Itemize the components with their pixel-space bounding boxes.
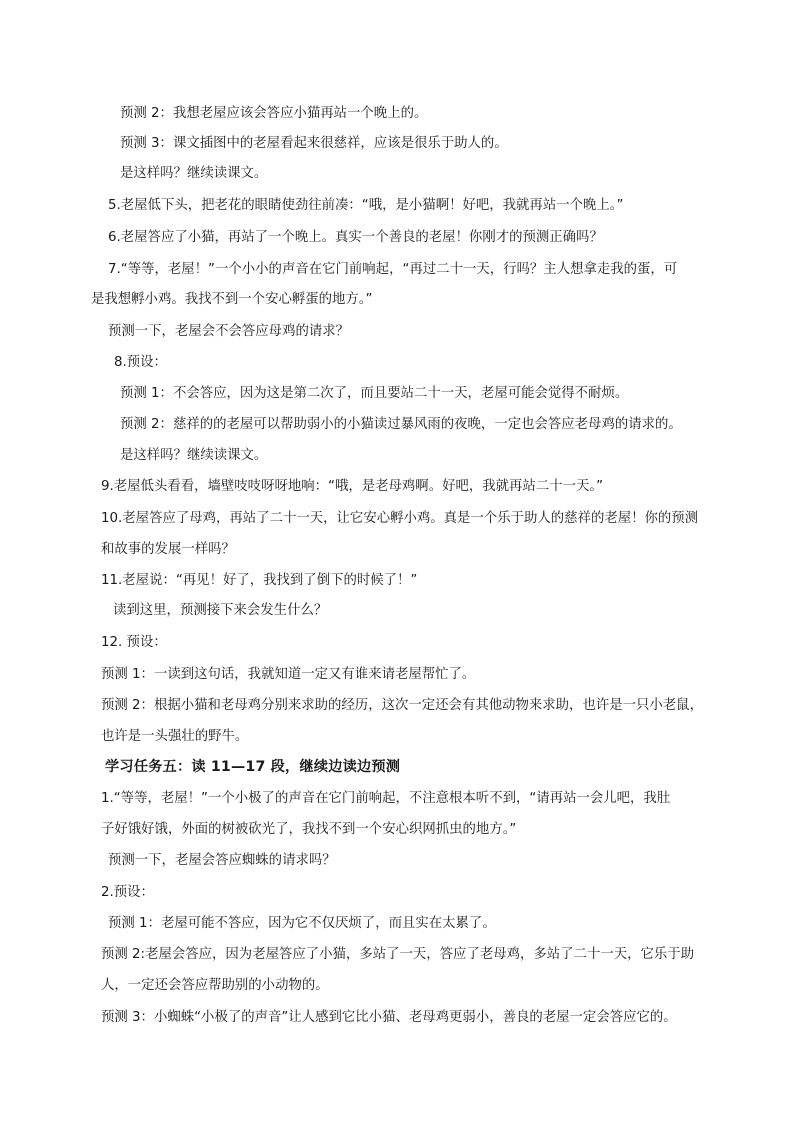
text-line: 预测 2：慈祥的的老屋可以帮助弱小的小猫读过暴风雨的夜晚，一定也会答应老母鸡的请求的。 [120, 417, 682, 432]
text-line: 11.老屋说：“再见！好了，我找到了倒下的时候了！” [101, 573, 418, 588]
text-line: 子好饿好饿，外面的树被砍光了，我找不到一个安心织网抓虫的地方。” [101, 822, 517, 837]
text-line: 6.老屋答应了小猫，再站了一个晚上。真实一个善良的老屋！你刚才的预测正确吗？ [108, 230, 603, 245]
text-line: 预测一下，老屋会不会答应母鸡的请求？ [108, 324, 350, 339]
text-line: 8.预设： [114, 355, 167, 370]
text-line: 人，一定还会答应帮助别的小动物的。 [101, 978, 329, 993]
text-line: 7.“等等，老屋！”一个小小的声音在它门前响起，“再过二十一天，行吗？主人想拿走我的蛋，可 [108, 262, 678, 277]
text-line: 是我想孵小鸡。我找不到一个安心孵蛋的地方。” [91, 292, 373, 307]
text-line: 预测 2:老屋会答应，因为老屋答应了小猫，多站了一天，答应了老母鸡，多站了二十一天，它乐于助 [101, 947, 695, 962]
text-line: 预测 2：根据小猫和老母鸡分别来求助的经历，这次一定还会有其他动物来求助，也许是一只小老鼠， [101, 698, 703, 713]
section-heading: 学习任务五：读 11—17 段，继续边读边预测 [105, 759, 401, 775]
text-line: 1.“等等，老屋！”一个小极了的声音在它门前响起，不注意根本听不到，“请再站一会儿吧，我肚 [101, 791, 671, 806]
text-line: 预测 1：不会答应，因为这是第二次了，而且要站二十一天，老屋可能会觉得不耐烦。 [120, 386, 629, 401]
text-line: 12. 预设： [101, 635, 167, 650]
text-line: 2.预设： [101, 885, 154, 900]
text-line: 预测 1：一读到这句话，我就知道一定又有谁来请老屋帮忙了。 [101, 667, 476, 682]
text-line: 也许是一头强壮的野牛。 [101, 729, 249, 744]
text-line: 是这样吗？继续读课文。 [120, 166, 268, 181]
text-line: 5.老屋低下头，把老花的眼睛使劲往前凑：“哦，是小猫啊！好吧，我就再站一个晚上。” [108, 198, 624, 213]
text-line: 预测 3：课文插图中的老屋看起来很慈祥，应该是很乐于助人的。 [120, 136, 508, 151]
text-line: 和故事的发展一样吗？ [101, 542, 235, 557]
text-line: 读到这里，预测接下来会发生什么？ [113, 603, 328, 618]
text-line: 预测一下，老屋会答应蜘蛛的请求吗？ [108, 853, 336, 868]
text-line: 9.老屋低头看看，墙壁吱吱呀呀地响：“哦，是老母鸡啊。好吧，我就再站二十一天。” [101, 479, 604, 494]
text-line: 预测 2：我想老屋应该会答应小猫再站一个晚上的。 [120, 106, 428, 121]
text-line: 预测 3：小蜘蛛“小极了的声音”让人感到它比小猫、老母鸡更弱小，善良的老屋一定会答应它的。 [101, 1010, 677, 1025]
text-line: 是这样吗？继续读课文。 [120, 448, 268, 463]
text-line: 10.老屋答应了母鸡，再站了二十一天，让它安心孵小鸡。真是一个乐于助人的慈祥的老屋！你的预测 [101, 511, 699, 526]
text-line: 预测 1：老屋可能不答应，因为它不仅厌烦了，而且实在太累了。 [108, 916, 496, 931]
